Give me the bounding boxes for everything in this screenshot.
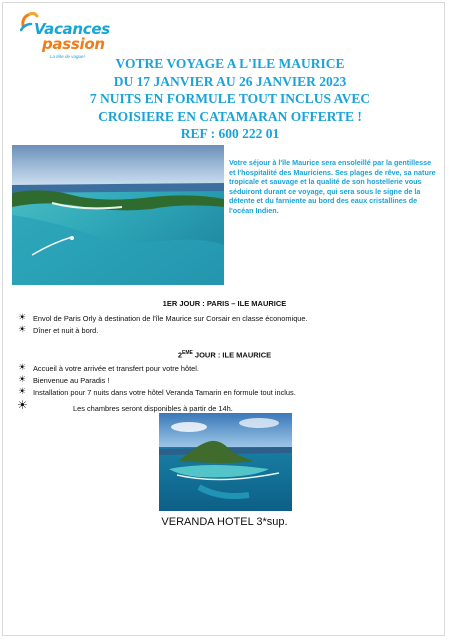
day2-heading-superscript: EME: [181, 350, 193, 356]
sun-icon: ☀: [18, 375, 27, 385]
lagoon-aerial-photo: [12, 145, 224, 285]
day1-item: Envol de Paris Orly à destination de l'île Maurice sur Corsair en classe économique.: [33, 314, 308, 323]
day1-heading: 1ER JOUR : PARIS – ILE MAURICE: [162, 299, 287, 308]
day2-item: Bienvenue au Paradis !: [33, 376, 110, 385]
offer-title: [40, 55, 420, 143]
title-line: VOTRE VOYAGE A L'ILE MAURICE: [115, 56, 345, 71]
day2-item: Installation pour 7 nuits dans votre hôtel Veranda Tamarin en formule tout inclus.: [33, 388, 296, 397]
sun-icon: ☀: [18, 313, 27, 323]
intro-paragraph: Votre séjour à l'île Maurice sera ensoleillé par la gentillesse et l'hospitalité des Mauriciens. Ses plages de rêve, sa nature tropicale et sauvage et la qualité de son hostellerie vous séduiront durant ce voyage, qui sera sous le signe de la détente et du farniente au bord des eaux cristallines de l'océan Indien.: [229, 158, 436, 215]
vacances-passion-logo: [20, 10, 110, 60]
le-morne-aerial-photo: [159, 413, 292, 511]
sun-icon: ☀: [18, 325, 27, 335]
logo-tagline: La tête de vague!: [50, 54, 85, 59]
hotel-caption: VERANDA HOTEL 3*sup.: [161, 516, 288, 528]
sun-icon: ☀: [17, 398, 28, 412]
sun-icon: ☀: [18, 387, 27, 397]
day2-heading-number: 2: [177, 350, 182, 360]
title-line-reference: REF : 600 222 01: [180, 126, 280, 141]
day2-note: Les chambres seront disponibles à partir de 14h.: [73, 404, 233, 413]
title-line: DU 17 JANVIER AU 26 JANVIER 2023: [113, 73, 347, 89]
day2-heading: [0, 350, 449, 360]
title-line: CROISIERE EN CATAMARAN OFFERTE !: [98, 108, 362, 124]
day2-item: Accueil à votre arrivée et transfert pour votre hôtel.: [33, 364, 199, 373]
title-line: 7 NUITS EN FORMULE TOUT INCLUS AVEC: [89, 91, 371, 106]
day2-heading-text: JOUR : ILE MAURICE: [192, 350, 272, 360]
logo-text-passion: passion: [42, 35, 105, 53]
logo-text-vacances: Vacances: [34, 20, 110, 38]
day1-item: Dîner et nuit à bord.: [33, 326, 99, 335]
sun-icon: ☀: [18, 363, 27, 373]
